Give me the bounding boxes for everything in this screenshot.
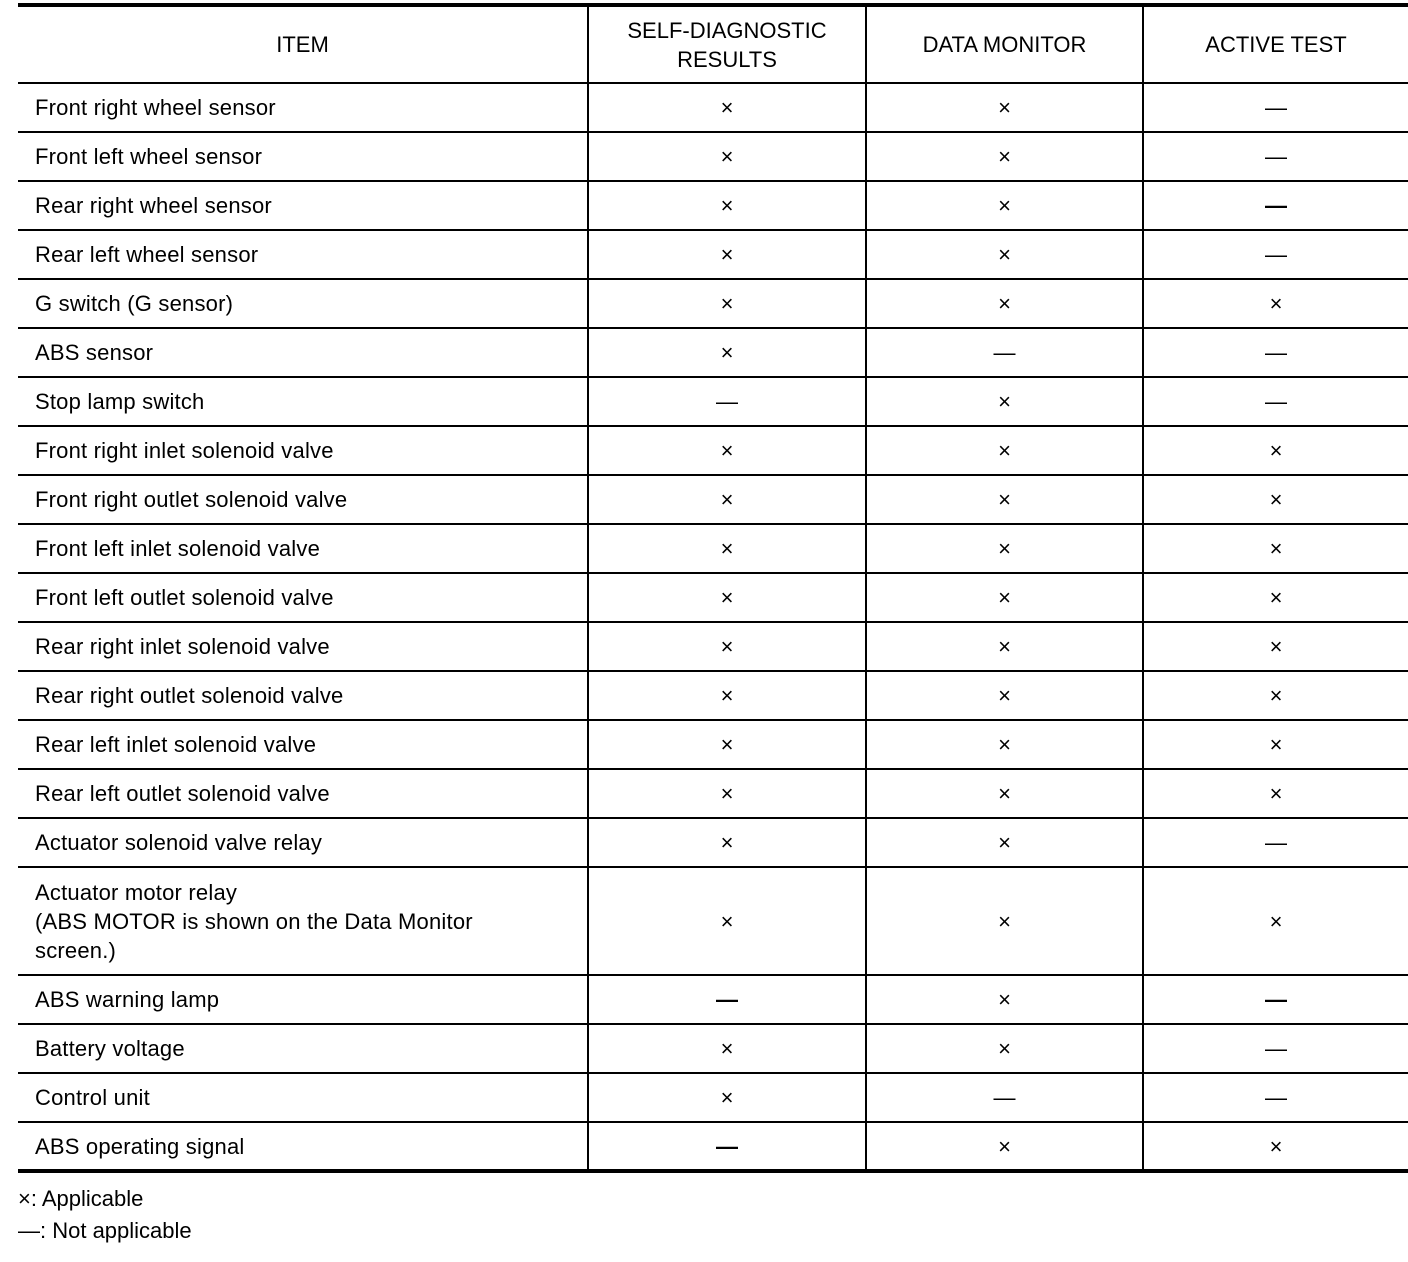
header-self-diagnostic-line: RESULTS xyxy=(677,46,777,72)
self-diagnostic-mark: × xyxy=(588,426,866,475)
active-test-mark: × xyxy=(1143,769,1408,818)
item-label: Front left inlet solenoid valve xyxy=(35,536,321,561)
data-monitor-mark: × xyxy=(866,975,1143,1024)
table-row xyxy=(18,132,1408,181)
active-test-mark: × xyxy=(1143,426,1408,475)
data-monitor-mark: — xyxy=(866,1073,1143,1122)
data-monitor-mark: × xyxy=(866,230,1143,279)
item-label: Front left outlet solenoid valve xyxy=(35,585,334,610)
self-diagnostic-mark: × xyxy=(588,867,866,975)
self-diagnostic-mark: × xyxy=(588,573,866,622)
table-row xyxy=(18,1024,1408,1073)
legend-entry: ×: Applicable xyxy=(18,1186,144,1211)
active-test-mark: × xyxy=(1143,622,1408,671)
item-cell xyxy=(18,426,588,475)
data-monitor-mark: × xyxy=(866,769,1143,818)
table-row xyxy=(18,279,1408,328)
active-test-mark: — xyxy=(1143,975,1408,1024)
item-cell xyxy=(18,671,588,720)
item-label: Rear left outlet solenoid valve xyxy=(35,781,330,806)
item-label: Rear right wheel sensor xyxy=(35,193,272,218)
self-diagnostic-mark: × xyxy=(588,720,866,769)
table-row xyxy=(18,720,1408,769)
table-row xyxy=(18,867,1408,975)
active-test-mark: — xyxy=(1143,818,1408,867)
item-label: Stop lamp switch xyxy=(35,389,205,414)
item-label: ABS warning lamp xyxy=(35,987,220,1012)
item-cell xyxy=(18,181,588,230)
item-cell xyxy=(18,377,588,426)
item-cell xyxy=(18,524,588,573)
item-cell xyxy=(18,1122,588,1171)
data-monitor-mark: × xyxy=(866,132,1143,181)
item-label: Rear left wheel sensor xyxy=(35,242,259,267)
item-cell xyxy=(18,573,588,622)
item-label: Front left wheel sensor xyxy=(35,144,263,169)
active-test-mark: × xyxy=(1143,671,1408,720)
active-test-mark: — xyxy=(1143,132,1408,181)
item-label: Front right wheel sensor xyxy=(35,95,276,120)
data-monitor-mark: × xyxy=(866,1024,1143,1073)
table-row xyxy=(18,975,1408,1024)
active-test-mark: × xyxy=(1143,524,1408,573)
active-test-mark: — xyxy=(1143,230,1408,279)
data-monitor-mark: × xyxy=(866,720,1143,769)
active-test-mark: × xyxy=(1143,573,1408,622)
active-test-mark: × xyxy=(1143,1122,1408,1171)
item-label: ABS operating signal xyxy=(35,1133,245,1159)
data-monitor-mark: × xyxy=(866,671,1143,720)
data-monitor-mark: × xyxy=(866,622,1143,671)
self-diagnostic-mark: × xyxy=(588,83,866,132)
item-label: ABS sensor xyxy=(35,340,154,365)
header-self-diagnostic-line: SELF-DIAGNOSTIC xyxy=(627,17,827,43)
item-cell xyxy=(18,867,588,975)
table-row xyxy=(18,328,1408,377)
item-label: Actuator motor relay xyxy=(35,879,238,905)
data-monitor-mark: × xyxy=(866,83,1143,132)
legend-entry: —: Not applicable xyxy=(18,1218,192,1243)
table-row xyxy=(18,475,1408,524)
diagnostic-item-document xyxy=(18,3,1408,1247)
self-diagnostic-mark: × xyxy=(588,328,866,377)
self-diagnostic-mark: — xyxy=(588,1122,866,1171)
header-active-test: ACTIVE TEST xyxy=(1143,5,1408,83)
item-cell xyxy=(18,475,588,524)
item-label: G switch (G sensor) xyxy=(35,291,234,316)
table-row xyxy=(18,377,1408,426)
item-cell xyxy=(18,132,588,181)
active-test-mark: — xyxy=(1143,1073,1408,1122)
item-cell xyxy=(18,818,588,867)
table-row xyxy=(18,671,1408,720)
item-label: Front right outlet solenoid valve xyxy=(35,487,348,512)
table-row xyxy=(18,818,1408,867)
table-row xyxy=(18,573,1408,622)
self-diagnostic-mark: × xyxy=(588,181,866,230)
active-test-mark: × xyxy=(1143,867,1408,975)
active-test-mark: — xyxy=(1143,1024,1408,1073)
item-label: Rear right inlet solenoid valve xyxy=(35,634,330,659)
self-diagnostic-mark: × xyxy=(588,1073,866,1122)
self-diagnostic-mark: × xyxy=(588,1024,866,1073)
self-diagnostic-mark: — xyxy=(588,377,866,426)
table-row xyxy=(18,230,1408,279)
data-monitor-mark: × xyxy=(866,475,1143,524)
self-diagnostic-mark: × xyxy=(588,279,866,328)
item-label: Control unit xyxy=(35,1085,150,1110)
diagnostic-item-table xyxy=(18,3,1408,1173)
data-monitor-mark: × xyxy=(866,279,1143,328)
item-label: (ABS MOTOR is shown on the Data Monitor xyxy=(35,908,473,934)
item-cell xyxy=(18,83,588,132)
table-row xyxy=(18,83,1408,132)
item-label: Rear left inlet solenoid valve xyxy=(35,732,317,757)
data-monitor-mark: × xyxy=(866,1122,1143,1171)
table-row xyxy=(18,622,1408,671)
table-body xyxy=(18,83,1408,1171)
item-label: Battery voltage xyxy=(35,1036,185,1061)
table-header-row xyxy=(18,5,1408,83)
data-monitor-mark: × xyxy=(866,181,1143,230)
self-diagnostic-mark: × xyxy=(588,132,866,181)
item-cell xyxy=(18,622,588,671)
self-diagnostic-mark: × xyxy=(588,524,866,573)
self-diagnostic-mark: × xyxy=(588,622,866,671)
data-monitor-mark: × xyxy=(866,377,1143,426)
item-cell xyxy=(18,279,588,328)
legend xyxy=(18,1183,1408,1247)
self-diagnostic-mark: × xyxy=(588,230,866,279)
active-test-mark: — xyxy=(1143,83,1408,132)
table-row xyxy=(18,426,1408,475)
item-cell xyxy=(18,328,588,377)
data-monitor-mark: × xyxy=(866,426,1143,475)
item-label: Actuator solenoid valve relay xyxy=(35,830,323,855)
self-diagnostic-mark: × xyxy=(588,475,866,524)
table-row xyxy=(18,1122,1408,1171)
data-monitor-mark: × xyxy=(866,524,1143,573)
header-data-monitor: DATA MONITOR xyxy=(866,5,1143,83)
self-diagnostic-mark: × xyxy=(588,818,866,867)
data-monitor-mark: × xyxy=(866,818,1143,867)
item-cell xyxy=(18,1024,588,1073)
self-diagnostic-mark: × xyxy=(588,769,866,818)
table-row xyxy=(18,1073,1408,1122)
item-cell xyxy=(18,769,588,818)
table-row xyxy=(18,524,1408,573)
active-test-mark: × xyxy=(1143,475,1408,524)
item-label: screen.) xyxy=(35,937,117,963)
data-monitor-mark: — xyxy=(866,328,1143,377)
item-cell xyxy=(18,720,588,769)
active-test-mark: — xyxy=(1143,328,1408,377)
table-row xyxy=(18,769,1408,818)
header-self-diagnostic-results xyxy=(588,5,866,83)
table-row xyxy=(18,181,1408,230)
item-label: Front right inlet solenoid valve xyxy=(35,438,334,463)
self-diagnostic-mark: — xyxy=(588,975,866,1024)
active-test-mark: — xyxy=(1143,181,1408,230)
item-label: Rear right outlet solenoid valve xyxy=(35,683,344,708)
item-cell xyxy=(18,975,588,1024)
item-cell xyxy=(18,230,588,279)
active-test-mark: × xyxy=(1143,720,1408,769)
header-item: ITEM xyxy=(18,5,588,83)
item-cell xyxy=(18,1073,588,1122)
self-diagnostic-mark: × xyxy=(588,671,866,720)
active-test-mark: — xyxy=(1143,377,1408,426)
active-test-mark: × xyxy=(1143,279,1408,328)
data-monitor-mark: × xyxy=(866,573,1143,622)
data-monitor-mark: × xyxy=(866,867,1143,975)
